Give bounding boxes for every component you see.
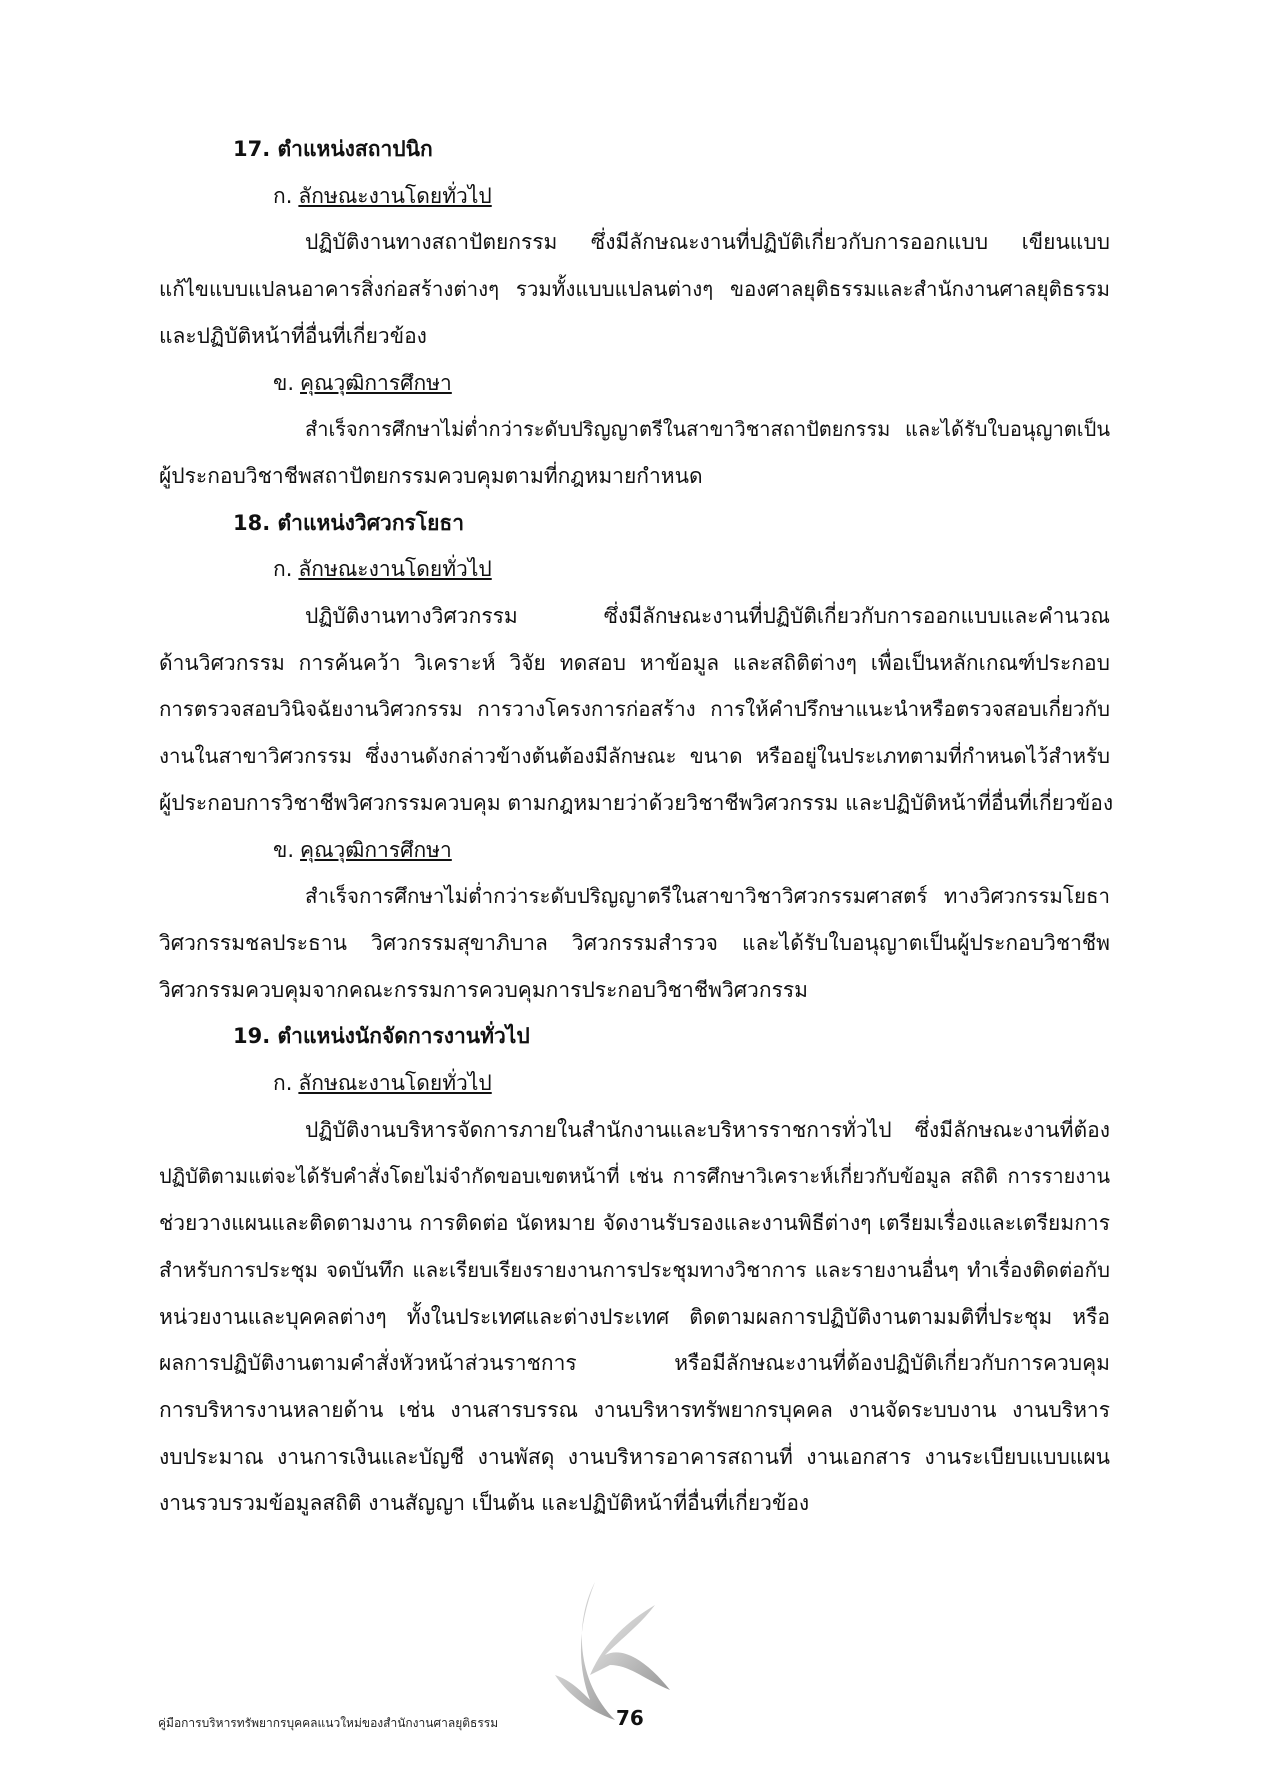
subsection-heading bbox=[273, 368, 452, 398]
subsection-label: ลักษณะงานโดยทั่วไป bbox=[298, 557, 492, 582]
subsection-heading bbox=[273, 554, 492, 584]
paragraph-line: งานรวบรวมข้อมูลสถิติ งานสัญญา เป็นต้น และปฏิบัติหน้าที่อื่นที่เกี่ยวข้อง bbox=[159, 1491, 810, 1516]
paragraph-line: สำเร็จการศึกษาไม่ต่ำกว่าระดับปริญญาตรีในสาขาวิชาวิศวกรรมศาสตร์ ทางวิศวกรรมโยธา bbox=[305, 884, 1110, 909]
subsection-label: ลักษณะงานโดยทั่วไป bbox=[298, 183, 492, 208]
subsection-prefix: ข. bbox=[273, 837, 295, 862]
subsection-label: คุณวุฒิการศึกษา bbox=[300, 370, 452, 395]
subsection-prefix: ก. bbox=[273, 183, 293, 208]
paragraph-line: และปฏิบัติหน้าที่อื่นที่เกี่ยวข้อง bbox=[159, 323, 427, 348]
paragraph-line: การบริหารงานหลายด้าน เช่น งานสารบรรณ งานบริหารทรัพยากรบุคคล งานจัดระบบงาน งานบริหาร bbox=[159, 1397, 1110, 1422]
subsection-heading bbox=[273, 835, 452, 865]
paragraph-line: วิศวกรรมควบคุมจากคณะกรรมการควบคุมการประกอบวิชาชีพวิศวกรรม bbox=[159, 977, 808, 1002]
paragraph-line: ผู้ประกอบวิชาชีพสถาปัตยกรรมควบคุมตามที่กฎหมายกำหนด bbox=[159, 463, 703, 488]
subsection-heading bbox=[273, 181, 492, 211]
subsection-prefix: ก. bbox=[273, 1071, 293, 1095]
subsection-prefix: ก. bbox=[273, 557, 293, 582]
paragraph-line: ด้านวิศวกรรม การค้นคว้า วิเคราะห์ วิจัย ทดสอบ หาข้อมูล และสถิติต่างๆ เพื่อเป็นหลักเกณฑ์ประกอบ bbox=[159, 650, 1110, 675]
paragraph-line: การตรวจสอบวินิจฉัยงานวิศวกรรม การวางโครงการก่อสร้าง การให้คำปรึกษาแนะนำหรือตรวจสอบเกี่ยวกับ bbox=[159, 697, 1110, 722]
paragraph-line: วิศวกรรมชลประธาน วิศวกรรมสุขาภิบาล วิศวกรรมสำรวจ และได้รับใบอนุญาตเป็นผู้ประกอบวิชาชีพ bbox=[159, 930, 1110, 955]
paragraph-line: ปฏิบัติงานทางวิศวกรรม ซึ่งมีลักษณะงานที่ปฏิบัติเกี่ยวกับการออกแบบและคำนวณ bbox=[305, 604, 1110, 628]
paragraph-line: งานในสาขาวิศวกรรม ซึ่งงานดังกล่าวข้างต้นต้องมีลักษณะ ขนาด หรืออยู่ในประเภทตามที่กำหนดไว้สำหรับ bbox=[159, 744, 1110, 769]
paragraph-line: งบประมาณ งานการเงินและบัญชี งานพัสดุ งานบริหารอาคารสถานที่ งานเอกสาร งานระเบียบแบบแผน bbox=[159, 1444, 1110, 1469]
paragraph-line: หน่วยงานและบุคคลต่างๆ ทั้งในประเทศและต่างประเทศ ติดตามผลการปฏิบัติงานตามมติที่ประชุม หรือ bbox=[159, 1304, 1110, 1329]
section-heading: 18. ตำแหน่งวิศวกรโยธา bbox=[233, 510, 465, 535]
paragraph-line: สำหรับการประชุม จดบันทึก และเรียบเรียงรายงานการประชุมทางวิชาการ และรายงานอื่นๆ ทำเรื่องติดต่อกับ bbox=[159, 1257, 1110, 1282]
paragraph-line: แก้ไขแบบแปลนอาคารสิ่งก่อสร้างต่างๆ รวมทั้งแบบแปลนต่างๆ ของศาลยุติธรรมและสำนักงานศาลยุติธรรม bbox=[159, 277, 1110, 302]
paragraph-line: ปฏิบัติงานทางสถาปัตยกรรม ซึ่งมีลักษณะงานที่ปฏิบัติเกี่ยวกับการออกแบบ เขียนแบบ bbox=[305, 230, 1110, 255]
paragraph-line: ผู้ประกอบการวิชาชีพวิศวกรรมควบคุม ตามกฎหมายว่าด้วยวิชาชีพวิศวกรรม และปฏิบัติหน้าที่อื่นที่เกี่ยวข้อง bbox=[159, 790, 1114, 815]
subsection-prefix: ข. bbox=[273, 370, 295, 395]
paragraph-line: ช่วยวางแผนและติดตามงาน การติดต่อ นัดหมาย จัดงานรับรองและงานพิธีต่างๆ เตรียมเรื่องและเตรียมการ bbox=[159, 1211, 1110, 1236]
footer-title: คู่มือการบริหารทรัพยากรบุคคลแนวใหม่ของสำนักงานศาลยุติธรรม bbox=[158, 1716, 499, 1730]
paragraph-line: สำเร็จการศึกษาไม่ต่ำกว่าระดับปริญญาตรีในสาขาวิชาสถาปัตยกรรม และได้รับใบอนุญาตเป็น bbox=[305, 417, 1110, 442]
subsection-label: ลักษณะงานโดยทั่วไป bbox=[298, 1071, 492, 1095]
subsection-heading bbox=[273, 1068, 492, 1098]
section-heading: 19. ตำแหน่งนักจัดการงานทั่วไป bbox=[233, 1024, 530, 1049]
subsection-label: คุณวุฒิการศึกษา bbox=[300, 837, 452, 862]
section-heading: 17. ตำแหน่งสถาปนิก bbox=[233, 137, 433, 161]
paragraph-line: ปฏิบัติงานบริหารจัดการภายในสำนักงานและบริหารราชการทั่วไป ซึ่งมีลักษณะงานที่ต้อง bbox=[305, 1117, 1110, 1142]
swoosh-logo-icon bbox=[545, 1580, 685, 1730]
paragraph-line: ปฏิบัติตามแต่จะได้รับคำสั่งโดยไม่จำกัดขอบเขตหน้าที่ เช่น การศึกษาวิเคราะห์เกี่ยวกับข้อมูล สถิติ การรายงาน bbox=[159, 1164, 1110, 1189]
page-number: 76 bbox=[616, 1706, 644, 1730]
paragraph-line: ผลการปฏิบัติงานตามคำสั่งหัวหน้าส่วนราชการ หรือมีลักษณะงานที่ต้องปฏิบัติเกี่ยวกับการควบคุม bbox=[159, 1351, 1110, 1376]
